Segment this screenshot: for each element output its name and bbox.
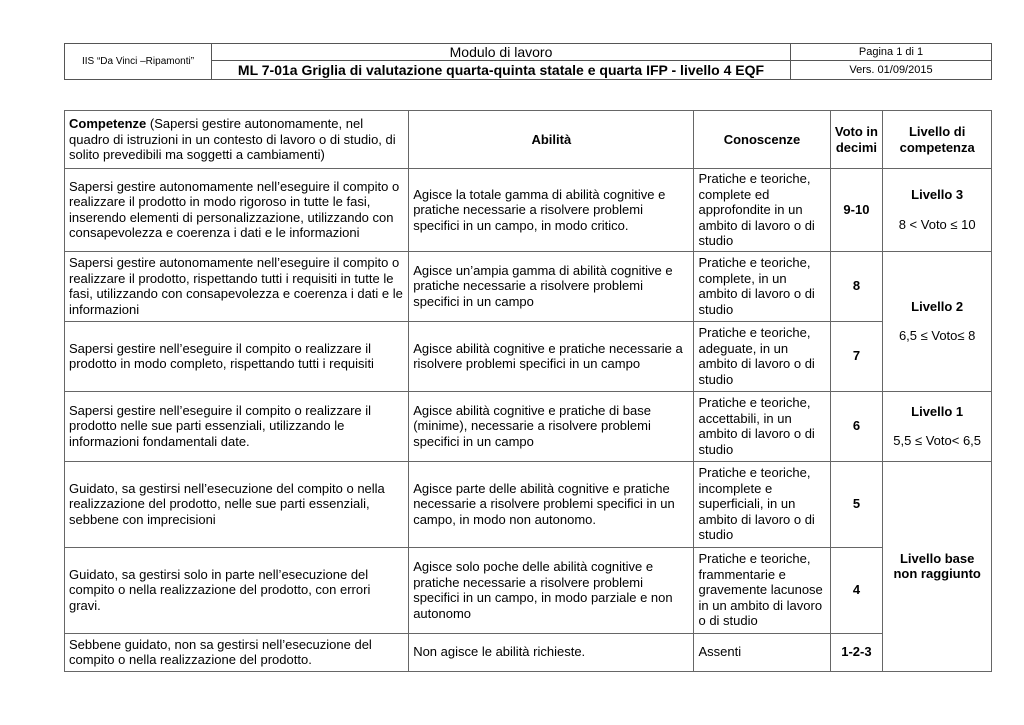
level-name: Livello 3	[911, 187, 964, 203]
doc-title: ML 7-01a Griglia di valutazione quarta-quinta statale e quarta IFP - livello 4 EQF	[212, 61, 791, 80]
doc-version: Vers. 01/09/2015	[791, 61, 992, 80]
level-range: 8 < Voto ≤ 10	[898, 216, 976, 232]
header-conoscenze: Conoscenze	[694, 111, 830, 169]
header-competenze-desc: (Sapersi gestire autonomamente, nel quadro di istruzioni in un contesto di lavoro o di studio, di solito prevedibili ma soggetti a cambiamenti)	[69, 116, 396, 163]
level-cell	[883, 169, 992, 252]
competenza-cell: Guidato, sa gestirsi solo in parte nell’esecuzione del compito o nella realizzazione del prodotto, con errori gravi.	[65, 547, 409, 633]
school-name: IIS “Da Vinci –Ripamonti”	[65, 44, 212, 80]
doc-type: Modulo di lavoro	[212, 44, 791, 61]
header-voto: Voto in decimi	[830, 111, 883, 169]
level-cell	[883, 391, 992, 461]
header-competenze	[65, 111, 409, 169]
evaluation-grid	[64, 110, 992, 672]
level-range: 5,5 ≤ Voto< 6,5	[893, 433, 982, 448]
document-header	[64, 43, 992, 80]
table-row	[65, 547, 992, 633]
table-row	[65, 633, 992, 671]
table-row	[65, 461, 992, 547]
abilita-cell: Agisce un’ampia gamma di abilità cognitive e pratiche necessarie a risolvere problemi specifici in un campo	[409, 251, 694, 321]
conoscenze-cell: Pratiche e teoriche, complete, in un ambito di lavoro o di studio	[694, 251, 830, 321]
level-cell	[883, 461, 992, 671]
header-row	[65, 111, 992, 169]
table-row	[65, 321, 992, 391]
abilita-cell: Agisce solo poche delle abilità cognitive e pratiche necessarie a risolvere problemi specifici in un campo, in modo parziale e non autonomo	[409, 547, 694, 633]
abilita-cell: Non agisce le abilità richieste.	[409, 633, 694, 671]
voto-cell: 4	[830, 547, 883, 633]
page-number: Pagina 1 di 1	[791, 44, 992, 61]
table-row	[65, 251, 992, 321]
voto-cell: 8	[830, 251, 883, 321]
conoscenze-cell: Pratiche e teoriche, incomplete e superficiali, in un ambito di lavoro o di studio	[694, 461, 830, 547]
conoscenze-cell: Pratiche e teoriche, adeguate, in un ambito di lavoro o di studio	[694, 321, 830, 391]
abilita-cell: Agisce parte delle abilità cognitive e pratiche necessarie a risolvere problemi specifici in un campo, in modo non autonomo.	[409, 461, 694, 547]
competenza-cell: Sapersi gestire nell’eseguire il compito o realizzare il prodotto nelle sue parti essenziali, utilizzando le informazioni fondamentali date.	[65, 391, 409, 461]
conoscenze-cell: Pratiche e teoriche, frammentarie e gravemente lacunose in un ambito di lavoro o di studio	[694, 547, 830, 633]
header-competenze-bold: Competenze	[69, 116, 147, 132]
competenza-cell: Guidato, sa gestirsi nell’esecuzione del compito o nella realizzazione del prodotto, nelle sue parti essenziali, sebbene con imprecisioni	[65, 461, 409, 547]
table-row	[65, 391, 992, 461]
competenza-cell: Sapersi gestire autonomamente nell’eseguire il compito o realizzare il prodotto, rispettando tutti i requisiti in tutte le fasi, utilizzando con consapevolezza e coerenza i dati e le informazioni	[65, 251, 409, 321]
voto-cell: 1-2-3	[830, 633, 883, 671]
abilita-cell: Agisce la totale gamma di abilità cognitive e pratiche necessarie a risolvere problemi specifici in un campo, in modo critico.	[409, 169, 694, 252]
conoscenze-cell: Pratiche e teoriche, accettabili, in un ambito di lavoro o di studio	[694, 391, 830, 461]
header-abilita: Abilità	[409, 111, 694, 169]
abilita-cell: Agisce abilità cognitive e pratiche di base (minime), necessarie a risolvere problemi specifici in un campo	[409, 391, 694, 461]
level-range: 6,5 ≤ Voto≤ 8	[898, 328, 976, 343]
voto-cell: 7	[830, 321, 883, 391]
level-name: Livello 1	[911, 403, 964, 419]
conoscenze-cell: Assenti	[694, 633, 830, 671]
competenza-cell: Sapersi gestire autonomamente nell’eseguire il compito o realizzare il prodotto in modo rigoroso in tutte le fasi, inserendo elementi di personalizzazione, utilizzando con consapevolezza e coerenza i dati e le informazioni	[65, 169, 409, 252]
competenza-cell: Sebbene guidato, non sa gestirsi nell’esecuzione del compito o nella realizzazione del prodotto.	[65, 633, 409, 671]
header-livello: Livello di competenza	[883, 111, 992, 169]
table-row	[65, 169, 992, 252]
voto-cell: 6	[830, 391, 883, 461]
level-cell	[883, 251, 992, 391]
abilita-cell: Agisce abilità cognitive e pratiche necessarie a risolvere problemi specifici in un campo	[409, 321, 694, 391]
voto-cell: 5	[830, 461, 883, 547]
voto-cell: 9-10	[830, 169, 883, 252]
conoscenze-cell: Pratiche e teoriche, complete ed approfondite in un ambito di lavoro o di studio	[694, 169, 830, 252]
level-name: Livello 2	[911, 298, 964, 314]
level-name: Livello base non raggiunto	[893, 550, 981, 581]
competenza-cell: Sapersi gestire nell’eseguire il compito o realizzare il prodotto in modo completo, rispettando tutti i requisiti	[65, 321, 409, 391]
